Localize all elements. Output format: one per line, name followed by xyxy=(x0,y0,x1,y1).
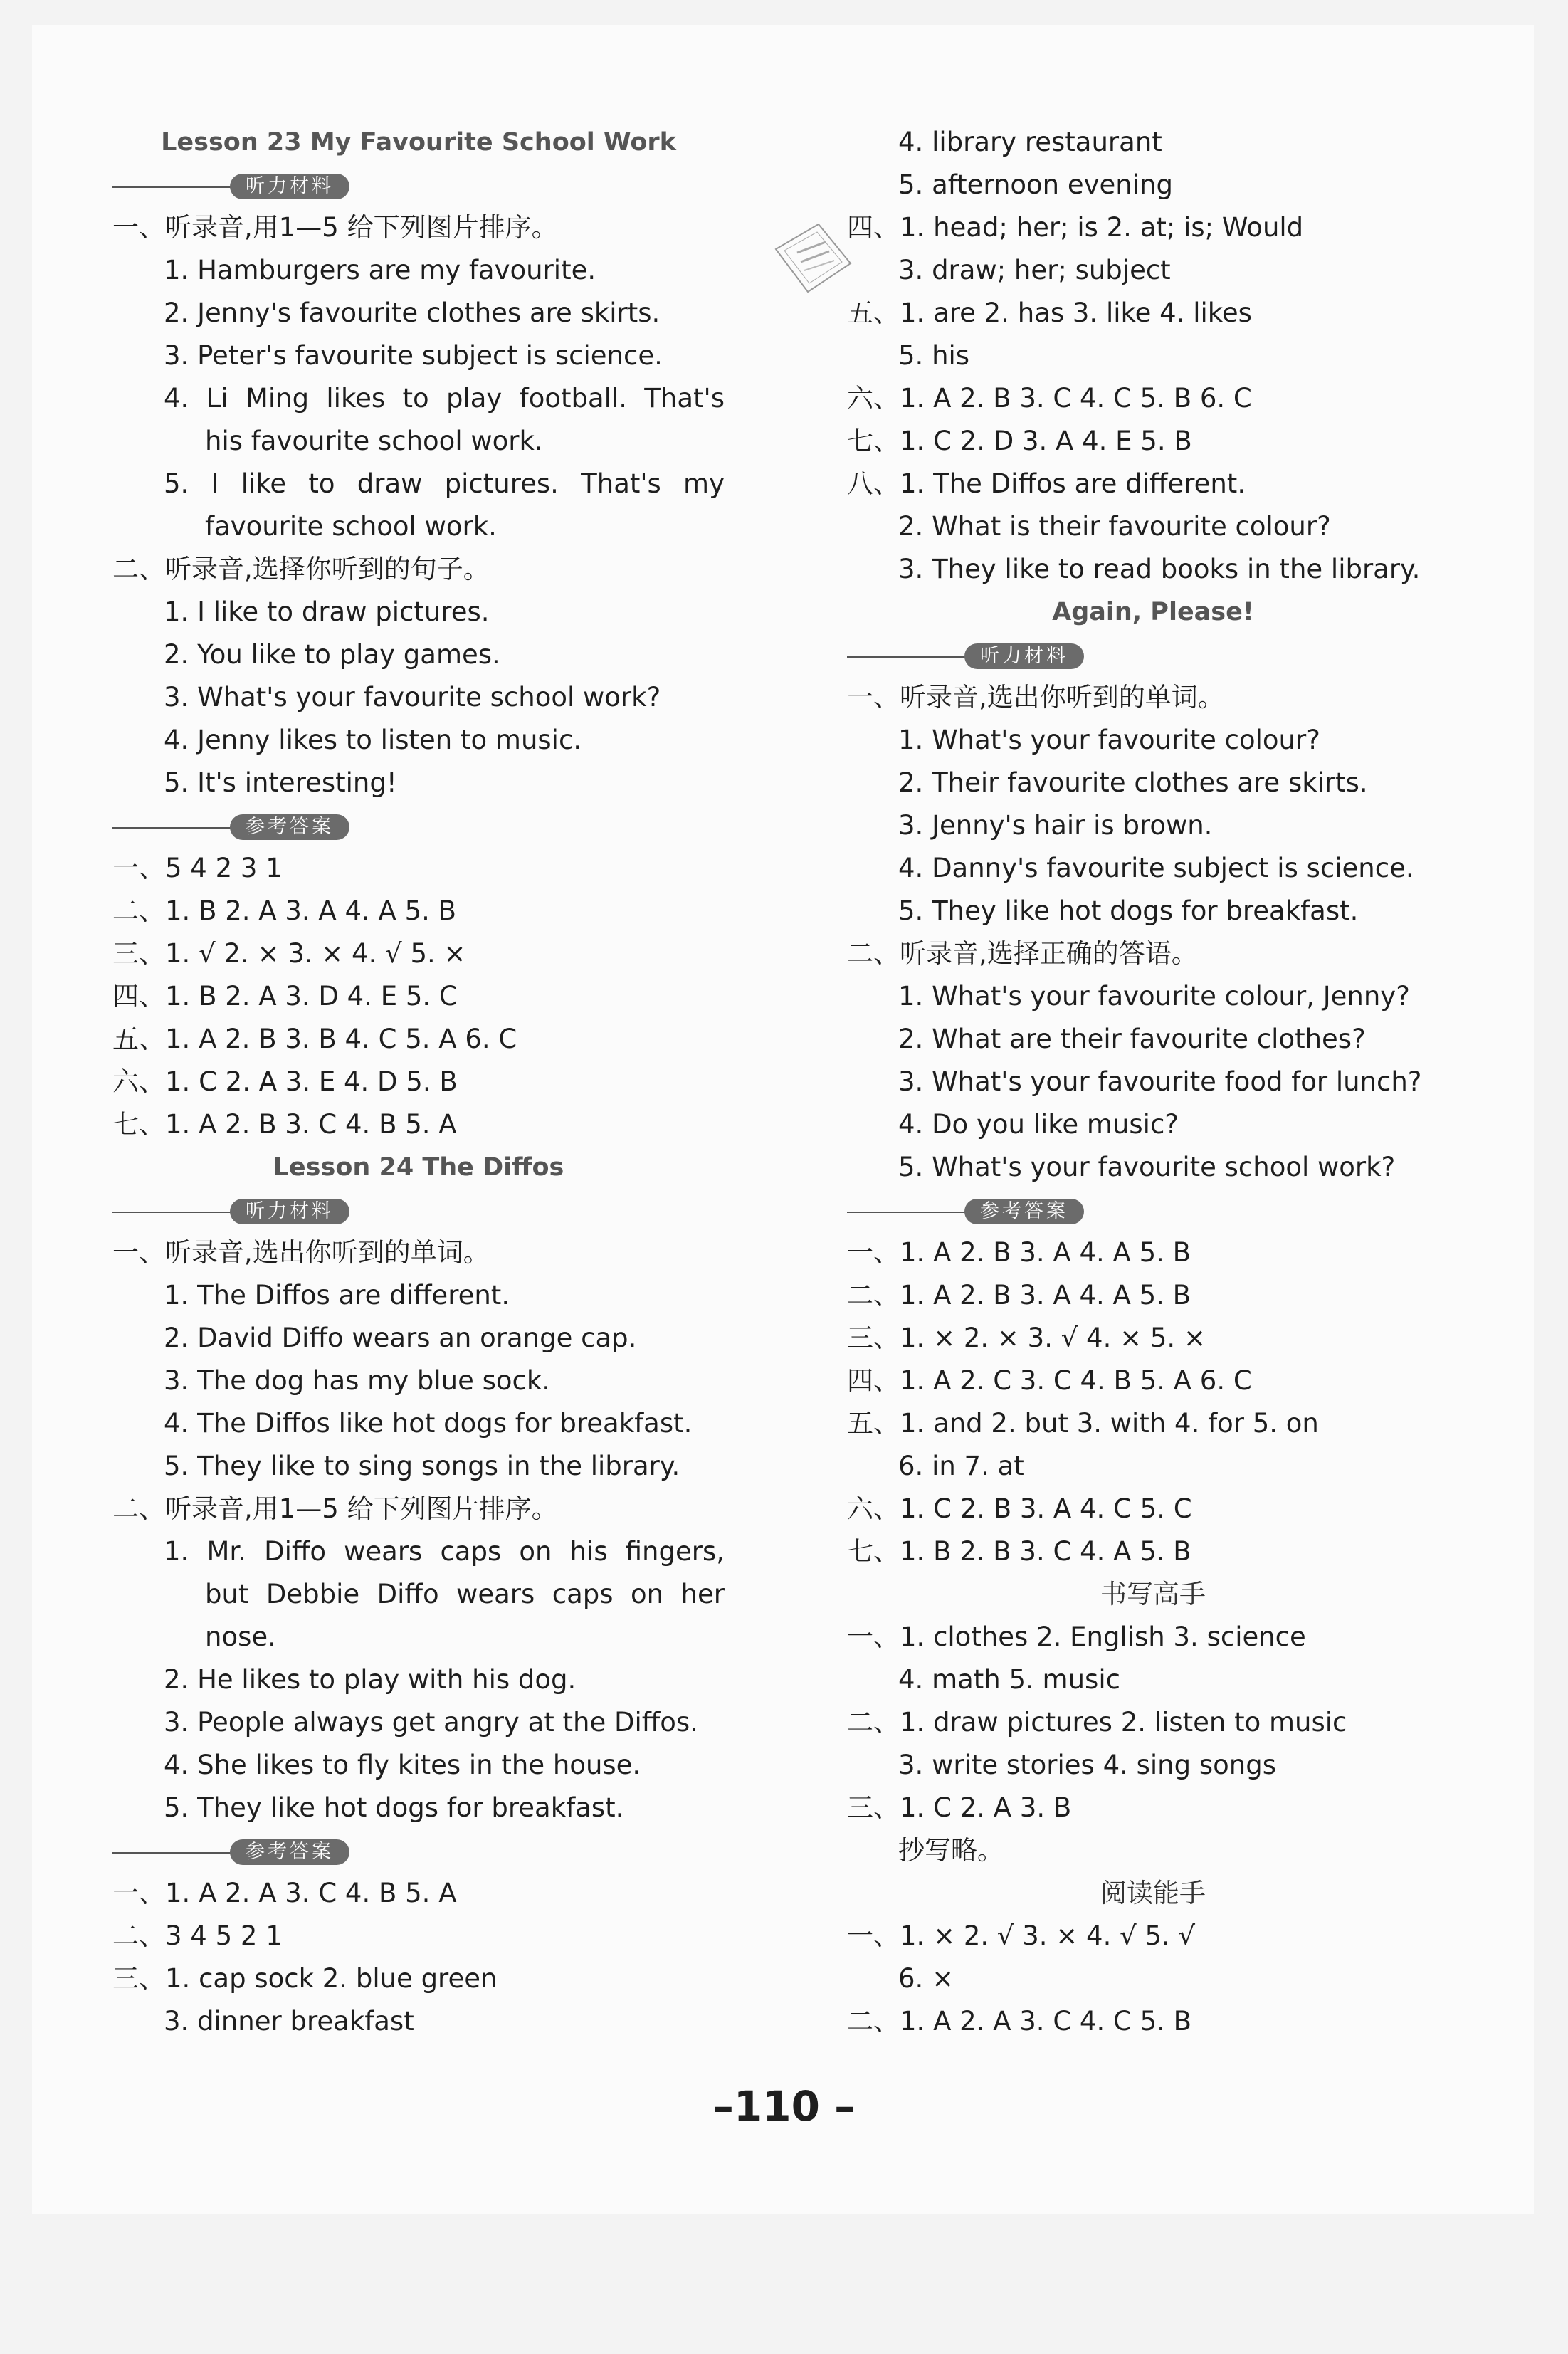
list-item: 1. Mr. Diffo wears caps on his fingers, xyxy=(164,1536,725,1567)
answer-row: 八、1. The Diffos are different. xyxy=(847,468,1246,499)
answer-row: 七、1. C 2. D 3. A 4. E 5. B xyxy=(847,426,1192,456)
answer-row: 四、1. A 2. C 3. C 4. B 5. A 6. C xyxy=(847,1365,1252,1396)
answer-row: 三、1. C 2. A 3. B xyxy=(847,1792,1072,1823)
list-item: 1. What's your favourite colour? xyxy=(898,725,1320,755)
reading-title: 阅读能手 xyxy=(1100,1878,1206,1908)
page-number: –110 – xyxy=(712,2082,856,2130)
list-item: 2. David Diffo wears an orange cap. xyxy=(164,1323,637,1353)
answer-row-cont: 3. dinner breakfast xyxy=(164,2006,414,2037)
list-item: 5. I like to draw pictures. That's my xyxy=(164,468,725,499)
section-heading: 二、听录音,选择正确的答语。 xyxy=(847,938,1198,969)
list-item: 5. They like to sing songs in the library. xyxy=(164,1451,680,1481)
writing-title: 书写高手 xyxy=(1100,1579,1206,1609)
answers-badge: 参考答案 xyxy=(230,1839,349,1865)
list-item: 2. You like to play games. xyxy=(164,639,500,670)
list-item: 5. What's your favourite school work? xyxy=(898,1152,1396,1182)
list-item: 2. Jenny's favourite clothes are skirts. xyxy=(164,298,661,328)
listening-badge-row xyxy=(112,1189,725,1231)
list-item: 1. I like to draw pictures. xyxy=(164,597,490,627)
answer-row: 六、1. C 2. A 3. E 4. D 5. B xyxy=(112,1066,458,1097)
answer-row-cont: 4. library restaurant xyxy=(898,127,1162,157)
answers-badge: 参考答案 xyxy=(964,1199,1084,1224)
answer-row: 二、3 4 5 2 1 xyxy=(112,1920,283,1951)
answer-row: 四、1. B 2. A 3. D 4. E 5. C xyxy=(112,981,458,1012)
answer-row-cont: 5. afternoon evening xyxy=(898,169,1173,200)
list-item: 1. Hamburgers are my favourite. xyxy=(164,255,596,285)
right-column xyxy=(847,121,1459,2043)
answer-row: 四、1. head; her; is 2. at; is; Would xyxy=(847,212,1304,243)
section-heading: 一、听录音,选出你听到的单词。 xyxy=(847,682,1224,713)
list-item: 4. Li Ming likes to play football. That's xyxy=(164,383,725,414)
answers-badge-row xyxy=(847,1189,1459,1231)
answer-row: 一、1. A 2. A 3. C 4. B 5. A xyxy=(112,1878,457,1908)
answer-row: 三、1. cap sock 2. blue green xyxy=(112,1963,498,1994)
answer-row-cont: 抄写略。 xyxy=(898,1835,1004,1866)
listening-badge-row xyxy=(847,634,1459,676)
lesson-24-title: Lesson 24 The Diffos xyxy=(273,1153,564,1182)
answer-row-cont: 6. × xyxy=(898,1963,954,1994)
answer-row-cont: 4. math 5. music xyxy=(898,1664,1120,1695)
list-item-cont: his favourite school work. xyxy=(205,426,543,456)
answer-row: 五、1. and 2. but 3. with 4. for 5. on xyxy=(847,1408,1319,1439)
list-item: 4. Danny's favourite subject is science. xyxy=(898,853,1414,883)
answer-row: 一、5 4 2 3 1 xyxy=(112,853,283,883)
listening-badge-row xyxy=(112,164,725,206)
section-heading: 二、听录音,选择你听到的句子。 xyxy=(112,554,490,584)
answer-row-cont: 5. his xyxy=(898,340,970,371)
again-please-title: Again, Please! xyxy=(1052,598,1254,626)
section-heading: 二、听录音,用1—5 给下列图片排序。 xyxy=(112,1493,558,1524)
listening-badge: 听力材料 xyxy=(964,643,1084,669)
answer-row-cont: 2. What is their favourite colour? xyxy=(898,511,1331,542)
lesson-23-title: Lesson 23 My Favourite School Work xyxy=(161,128,676,157)
answers-badge-row xyxy=(112,804,725,847)
answer-row-cont: 3. write stories 4. sing songs xyxy=(898,1750,1277,1780)
list-item: 3. What's your favourite food for lunch? xyxy=(898,1066,1422,1097)
answer-row: 二、1. draw pictures 2. listen to music xyxy=(847,1707,1347,1738)
section-heading: 一、听录音,用1—5 给下列图片排序。 xyxy=(112,212,558,243)
answer-row: 一、1. × 2. √ 3. × 4. √ 5. √ xyxy=(847,1920,1196,1951)
answer-row: 二、1. B 2. A 3. A 4. A 5. B xyxy=(112,895,457,926)
answer-row: 五、1. are 2. has 3. like 4. likes xyxy=(847,298,1252,328)
list-item: 2. Their favourite clothes are skirts. xyxy=(898,767,1368,798)
answer-row-cont: 3. draw; her; subject xyxy=(898,255,1171,285)
list-item: 3. Jenny's hair is brown. xyxy=(898,810,1213,841)
rule xyxy=(847,656,968,658)
answers-badge-row xyxy=(112,1829,725,1872)
list-item: 5. They like hot dogs for breakfast. xyxy=(164,1792,624,1823)
answer-row: 一、1. A 2. B 3. A 4. A 5. B xyxy=(847,1237,1191,1268)
answer-row: 五、1. A 2. B 3. B 4. C 5. A 6. C xyxy=(112,1024,517,1054)
list-item-cont: but Debbie Diffo wears caps on her xyxy=(205,1579,725,1609)
list-item: 3. What's your favourite school work? xyxy=(164,682,661,713)
answer-row: 二、1. A 2. A 3. C 4. C 5. B xyxy=(847,2006,1192,2037)
rule xyxy=(847,1212,968,1213)
left-column xyxy=(112,121,725,2043)
stamp-icon xyxy=(769,221,854,299)
section-heading: 一、听录音,选出你听到的单词。 xyxy=(112,1237,490,1268)
list-item: 5. It's interesting! xyxy=(164,767,397,798)
answers-badge: 参考答案 xyxy=(230,814,349,840)
list-item-cont: favourite school work. xyxy=(205,511,497,542)
rule xyxy=(112,1852,233,1854)
list-item: 4. Jenny likes to listen to music. xyxy=(164,725,582,755)
list-item: 2. He likes to play with his dog. xyxy=(164,1664,577,1695)
answer-row: 一、1. clothes 2. English 3. science xyxy=(847,1622,1306,1652)
list-item: 1. The Diffos are different. xyxy=(164,1280,510,1310)
list-item: 2. What are their favourite clothes? xyxy=(898,1024,1366,1054)
list-item: 4. The Diffos like hot dogs for breakfast. xyxy=(164,1408,693,1439)
rule xyxy=(112,1212,233,1213)
list-item: 3. Peter's favourite subject is science. xyxy=(164,340,663,371)
list-item: 4. She likes to fly kites in the house. xyxy=(164,1750,641,1780)
rule xyxy=(112,186,233,188)
answer-row: 七、1. B 2. B 3. C 4. A 5. B xyxy=(847,1536,1191,1567)
list-item: 5. They like hot dogs for breakfast. xyxy=(898,895,1359,926)
answer-row: 六、1. A 2. B 3. C 4. C 5. B 6. C xyxy=(847,383,1252,414)
list-item: 4. Do you like music? xyxy=(898,1109,1179,1140)
answer-row: 三、1. √ 2. × 3. × 4. √ 5. × xyxy=(112,938,466,969)
list-item-cont: nose. xyxy=(205,1622,276,1652)
answer-row: 六、1. C 2. B 3. A 4. C 5. C xyxy=(847,1493,1192,1524)
answer-row: 七、1. A 2. B 3. C 4. B 5. A xyxy=(112,1109,457,1140)
answer-row-cont: 6. in 7. at xyxy=(898,1451,1024,1481)
answer-row: 二、1. A 2. B 3. A 4. A 5. B xyxy=(847,1280,1191,1310)
list-item: 3. The dog has my blue sock. xyxy=(164,1365,551,1396)
listening-badge: 听力材料 xyxy=(230,1199,349,1224)
rule xyxy=(112,827,233,829)
list-item: 1. What's your favourite colour, Jenny? xyxy=(898,981,1410,1012)
listening-badge: 听力材料 xyxy=(230,174,349,199)
list-item: 3. People always get angry at the Diffos. xyxy=(164,1707,698,1738)
answer-row-cont: 3. They like to read books in the library. xyxy=(898,554,1421,584)
answer-row: 三、1. × 2. × 3. √ 4. × 5. × xyxy=(847,1323,1206,1353)
